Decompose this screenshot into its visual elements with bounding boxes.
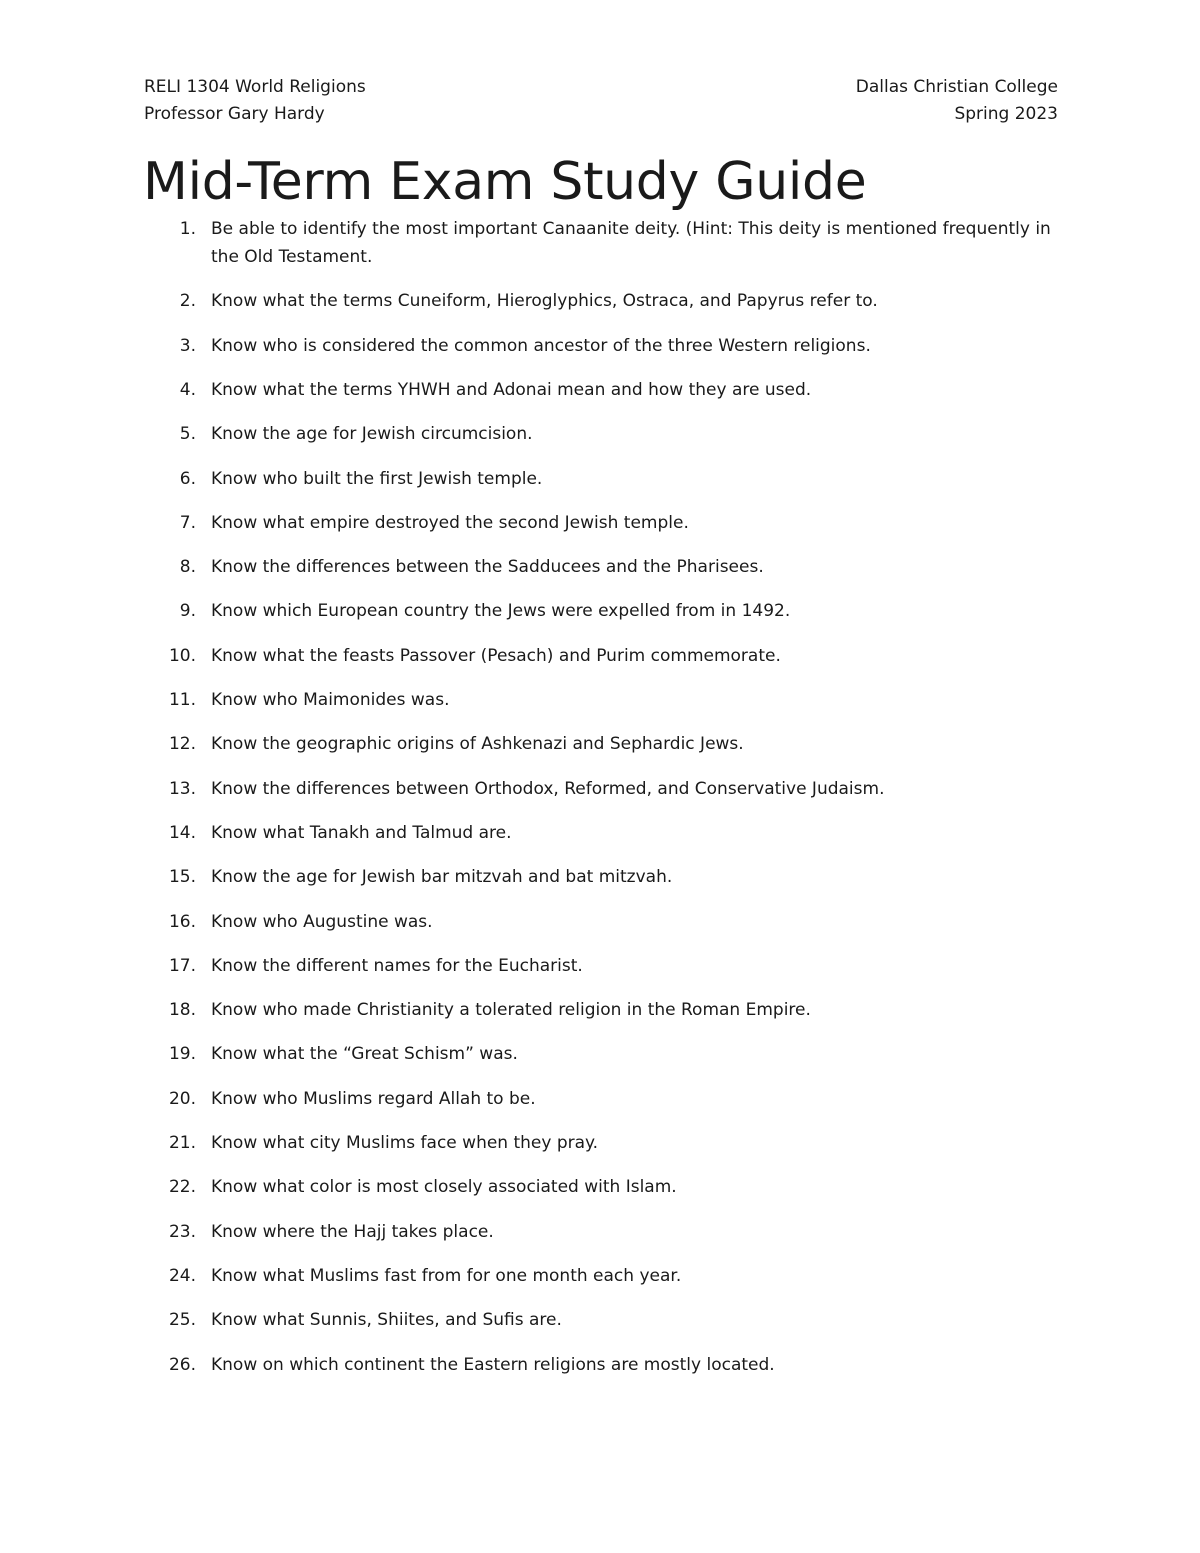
item-text: Know what color is most closely associated with Islam. [211,1177,677,1198]
item-text: Know the differences between the Sadducees and the Pharisees. [211,557,764,578]
item-number: 19. [168,1044,196,1065]
item-number: 16. [168,911,196,932]
item-number: 25. [168,1310,196,1331]
item-text: Know what the “Great Schism” was. [211,1044,518,1065]
item-text: Know which European country the Jews were expelled from in 1492. [211,601,791,622]
item-number: 14. [168,822,196,843]
item-text: Know who made Christianity a tolerated religion in the Roman Empire. [211,1000,811,1021]
item-number: 20. [168,1088,196,1109]
page-header [144,74,1058,128]
item-number: 12. [168,734,196,755]
item-text: Know where the Hajj takes place. [211,1221,494,1242]
item-number: 8. [179,557,196,578]
item-number: 22. [168,1177,196,1198]
header-row-1 [144,74,1058,101]
item-number: 13. [168,778,196,799]
item-number: 23. [168,1221,196,1242]
item-text: Be able to identify the most important Canaanite deity. (Hint: This deity is mentioned frequently in the Old Testament. [211,219,1051,267]
item-text: Know the different names for the Eucharist. [211,955,583,976]
item-text: Know who is considered the common ancestor of the three Western religions. [211,335,871,356]
item-text: Know who Maimonides was. [211,690,450,710]
item-text: Know the age for Jewish bar mitzvah and bat mitzvah. [211,867,673,888]
item-text: Know who built the first Jewish temple. [211,468,543,489]
item-text: Know what the terms YHWH and Adonai mean and how they are used. [211,379,812,400]
item-number: 26. [168,1354,196,1375]
item-text: Know what city Muslims face when they pray. [211,1133,599,1153]
item-number: 10. [168,645,196,666]
item-number: 15. [168,867,196,888]
item-number: 2. [179,291,196,312]
item-number: 18. [168,1000,196,1021]
item-text: Know the age for Jewish circumcision. [211,424,533,445]
item-text: Know on which continent the Eastern religions are mostly located. [211,1354,775,1375]
item-text: Know who Augustine was. [211,911,433,932]
header-row-2 [144,101,1058,128]
item-text: Know the geographic origins of Ashkenazi and Sephardic Jews. [211,734,744,755]
professor-name: Professor Gary Hardy [144,104,325,124]
item-number: 5. [179,424,196,445]
item-text: Know who Muslims regard Allah to be. [211,1088,536,1109]
item-number: 21. [168,1133,196,1153]
item-text: Know what empire destroyed the second Jewish temple. [211,512,689,533]
item-text: Know the differences between Orthodox, Reformed, and Conservative Judaism. [211,778,885,799]
item-text: Know what the terms Cuneiform, Hieroglyphics, Ostraca, and Papyrus refer to. [211,291,878,312]
page-title: Mid-Term Exam Study Guide [143,152,867,212]
course-name: RELI 1304 World Religions [144,77,366,97]
item-number: 24. [168,1265,196,1286]
item-number: 6. [179,468,196,489]
institution-name: Dallas Christian College [855,77,1058,97]
item-text: Know what Tanakh and Talmud are. [211,822,512,843]
term-label: Spring 2023 [954,104,1058,124]
item-number: 3. [179,335,196,356]
item-number: 4. [179,379,196,400]
item-text: Know what the feasts Passover (Pesach) and Purim commemorate. [211,645,781,666]
item-number: 7. [179,512,196,533]
item-number: 17. [168,955,196,976]
item-number: 11. [168,690,196,710]
item-text: Know what Muslims fast from for one month each year. [211,1265,682,1286]
item-number: 1. [179,219,196,239]
item-number: 9. [179,601,196,622]
item-text: Know what Sunnis, Shiites, and Sufis are. [211,1310,562,1331]
